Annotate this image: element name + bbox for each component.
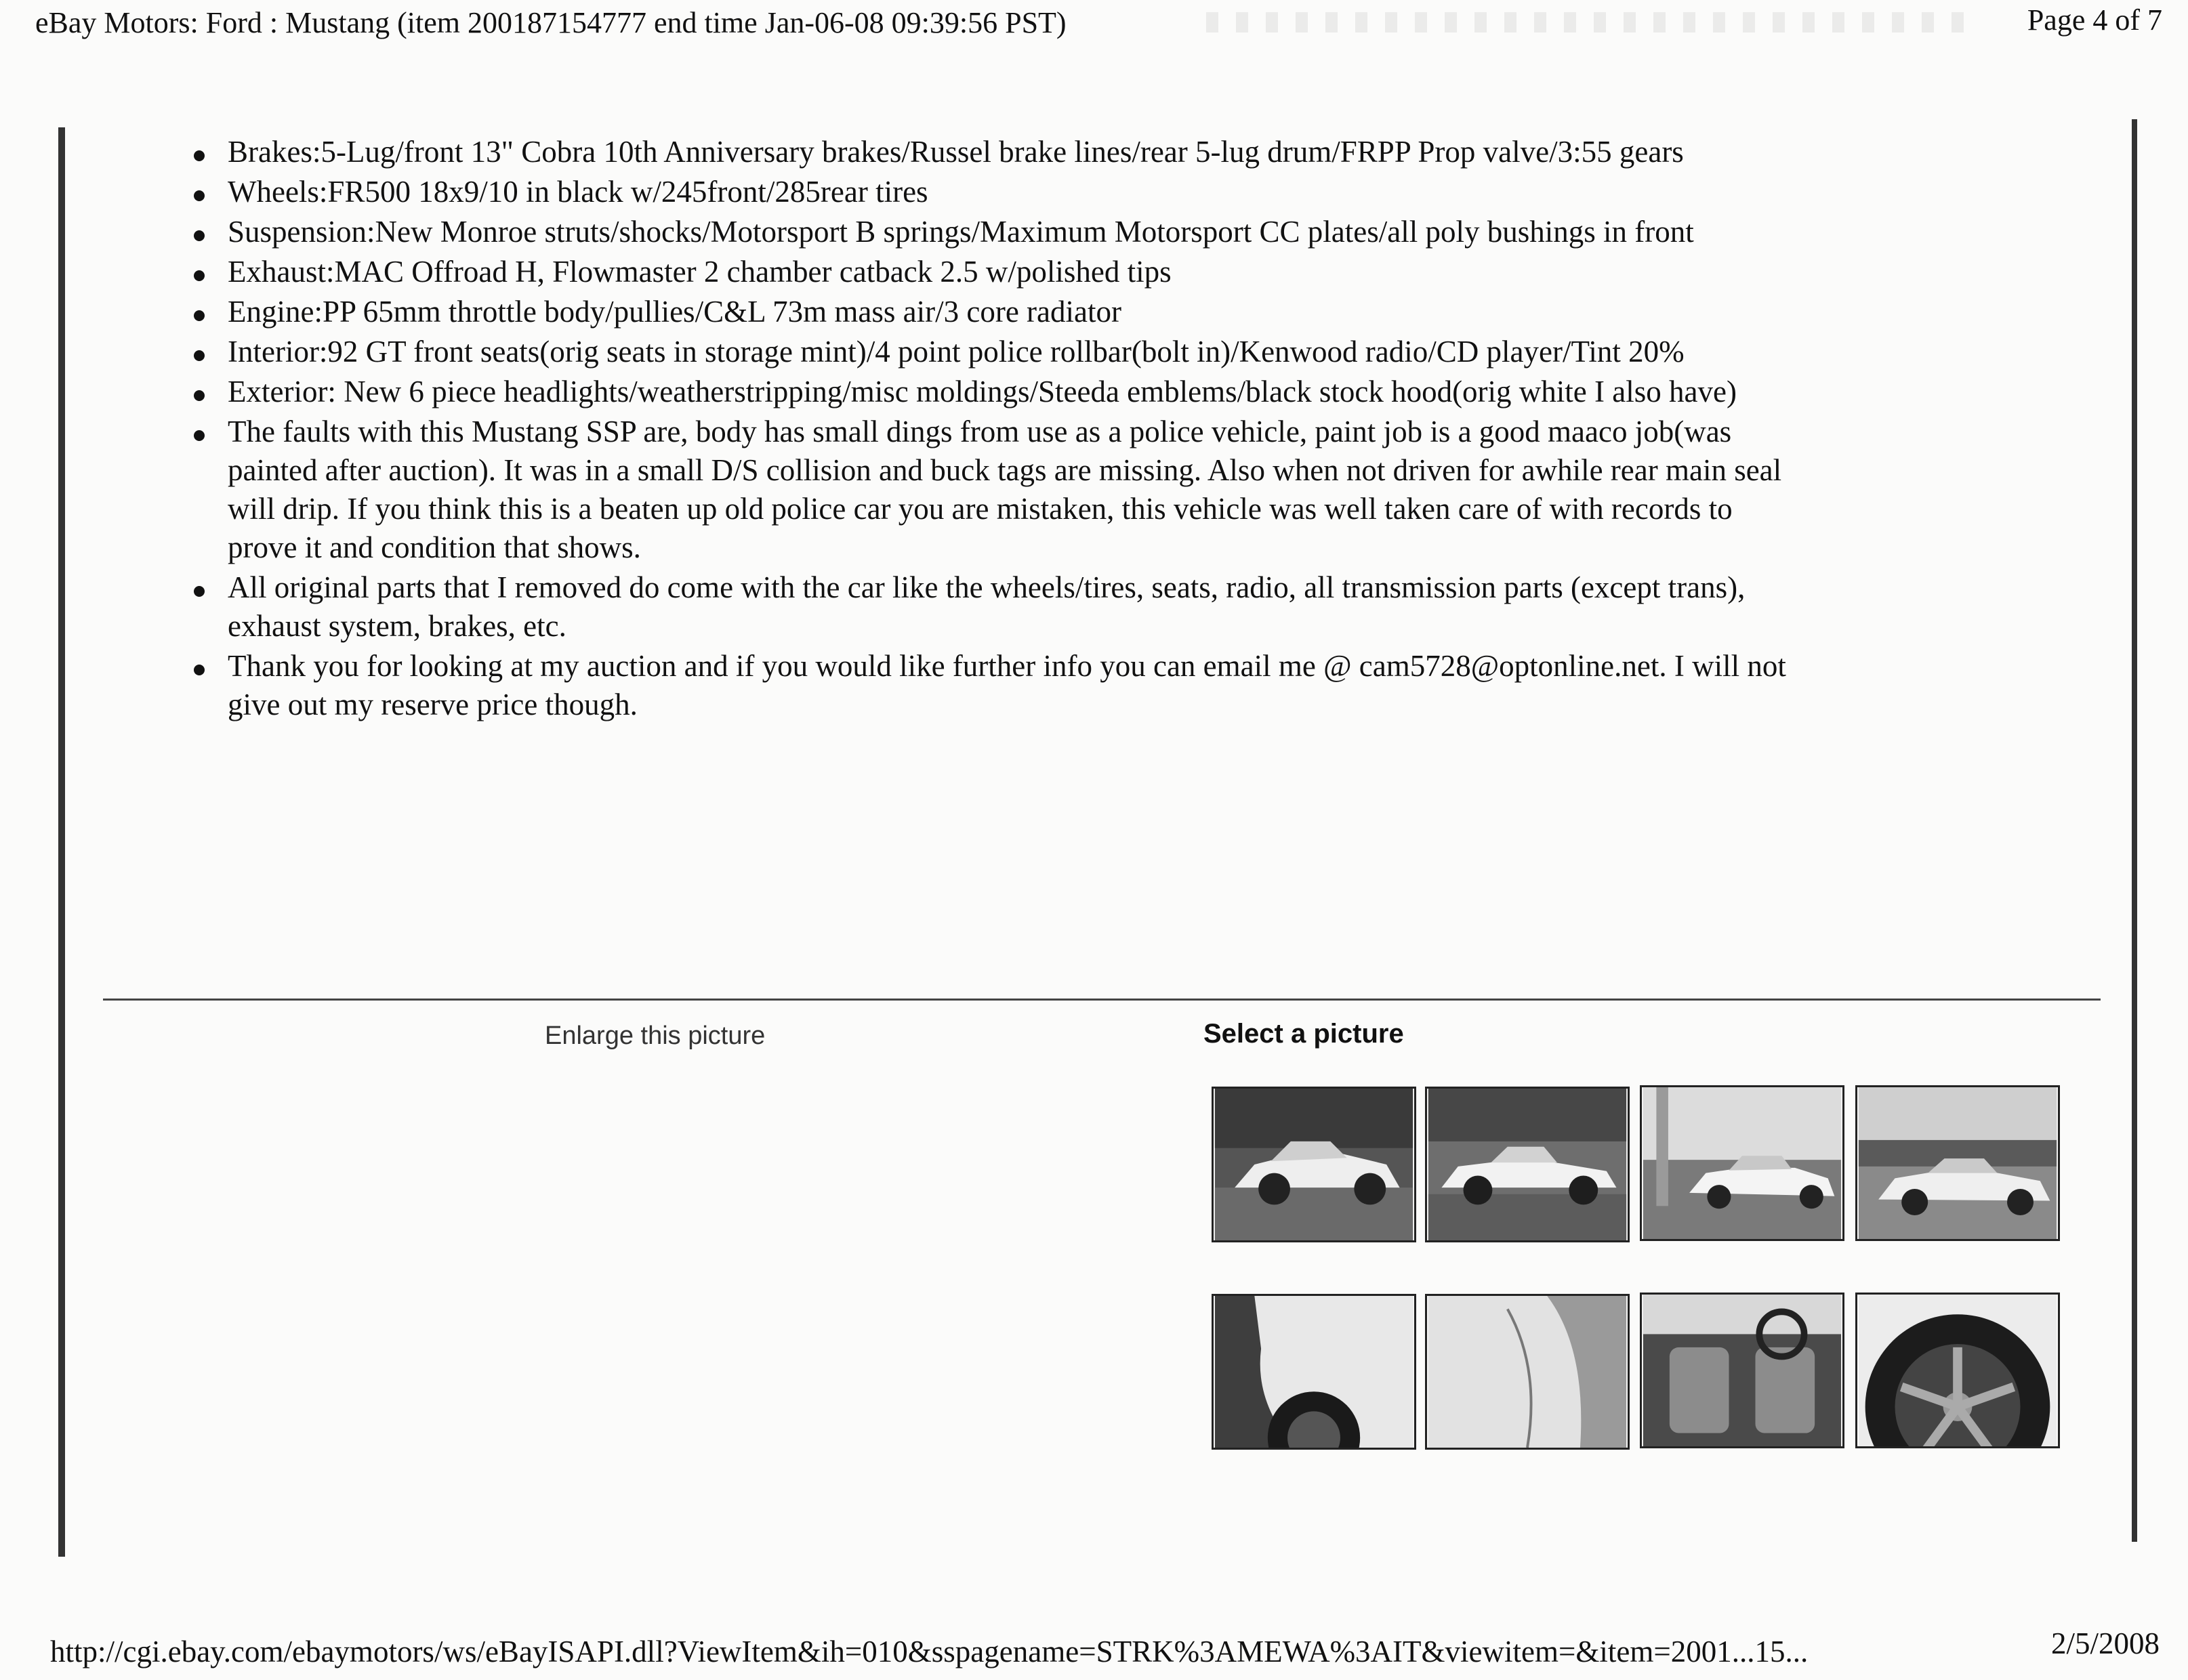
bullet-icon — [194, 665, 205, 675]
bullet-icon — [194, 190, 205, 201]
bullet-icon — [194, 150, 205, 161]
thumbnail-hood-fender-detail[interactable] — [1425, 1294, 1630, 1450]
list-item: Engine:PP 65mm throttle body/pullies/C&L 73m mass air/3 core radiator — [187, 293, 1786, 331]
bullet-icon — [194, 586, 205, 597]
car-photo-icon — [1642, 1087, 1842, 1239]
thumbnail-car-front-three-quarter[interactable] — [1212, 1087, 1416, 1242]
frame-border-right — [2132, 119, 2137, 1542]
list-item: Wheels:FR500 18x9/10 in black w/245front/285rear tires — [187, 173, 1786, 211]
thumbnail-wheel-closeup[interactable] — [1855, 1293, 2060, 1448]
page-header-title: eBay Motors: Ford : Mustang (item 200187154777 end time Jan-06-08 09:39:56 PST) — [35, 6, 1067, 39]
select-picture-heading: Select a picture — [1203, 1019, 1404, 1049]
thumbnail-interior-seats[interactable] — [1640, 1293, 1844, 1448]
list-item: All original parts that I removed do come with the car like the wheels/tires, seats, radio, all transmission parts (except trans), exhaust system, brakes, etc. — [187, 568, 1786, 646]
page-url: http://cgi.ebay.com/ebaymotors/ws/eBayISAPI.dll?ViewItem&ih=010&sspagename=STRK%3AMEWA%3AIT&viewitem=&item=2001...15... — [50, 1635, 1809, 1668]
bullet-icon — [194, 270, 205, 281]
list-item: Suspension:New Monroe struts/shocks/Motorsport B springs/Maximum Motorsport CC plates/all poly bushings in front — [187, 213, 1786, 251]
scan-noise — [1206, 12, 1972, 33]
thumbnail-front-fender-detail[interactable] — [1212, 1294, 1416, 1450]
section-divider — [103, 999, 2101, 1001]
car-photo-icon — [1642, 1295, 1842, 1446]
car-photo-icon — [1427, 1296, 1628, 1448]
car-photo-icon — [1427, 1089, 1628, 1240]
car-photo-icon — [1214, 1089, 1414, 1240]
thumbnail-car-side-profile[interactable] — [1425, 1087, 1630, 1242]
bullet-icon — [194, 350, 205, 361]
frame-border-left — [58, 127, 65, 1557]
enlarge-picture-link[interactable]: Enlarge this picture — [545, 1022, 766, 1050]
list-item: Interior:92 GT front seats(orig seats in storage mint)/4 point police rollbar(bolt in)/Kenwood radio/CD player/Tint 20% — [187, 333, 1786, 371]
vehicle-spec-list — [187, 133, 1786, 726]
thumbnail-car-rear-three-quarter[interactable] — [1640, 1085, 1844, 1241]
list-item: Exhaust:MAC Offroad H, Flowmaster 2 chamber catback 2.5 w/polished tips — [187, 253, 1786, 291]
thumbnail-car-side-parked[interactable] — [1855, 1085, 2060, 1241]
car-photo-icon — [1857, 1295, 2058, 1446]
list-item: The faults with this Mustang SSP are, body has small dings from use as a police vehicle, paint job is a good maaco job(was painted after auction). It was in a small D/S collision and buck tags are missing. Also when not driven for awhile rear main seal will drip. If you think this is a beaten up old police car you are mistaken, this vehicle was well taken care of with records to prove it and condition that shows. — [187, 413, 1786, 567]
bullet-icon — [194, 310, 205, 321]
car-photo-icon — [1214, 1296, 1414, 1448]
car-photo-icon — [1857, 1087, 2058, 1239]
bullet-icon — [194, 230, 205, 241]
list-item: Brakes:5-Lug/front 13" Cobra 10th Anniversary brakes/Russel brake lines/rear 5-lug drum/FRPP Prop valve/3:55 gears — [187, 133, 1786, 171]
page-number: Page 4 of 7 — [2027, 3, 2162, 37]
bullet-icon — [194, 390, 205, 401]
print-date: 2/5/2008 — [2050, 1626, 2160, 1660]
list-item: Exterior: New 6 piece headlights/weatherstripping/misc moldings/Steeda emblems/black stock hood(orig white I also have) — [187, 373, 1786, 411]
bullet-icon — [194, 430, 205, 441]
list-item: Thank you for looking at my auction and if you would like further info you can email me @ cam5728@optonline.net. I will not give out my reserve price though. — [187, 647, 1786, 724]
